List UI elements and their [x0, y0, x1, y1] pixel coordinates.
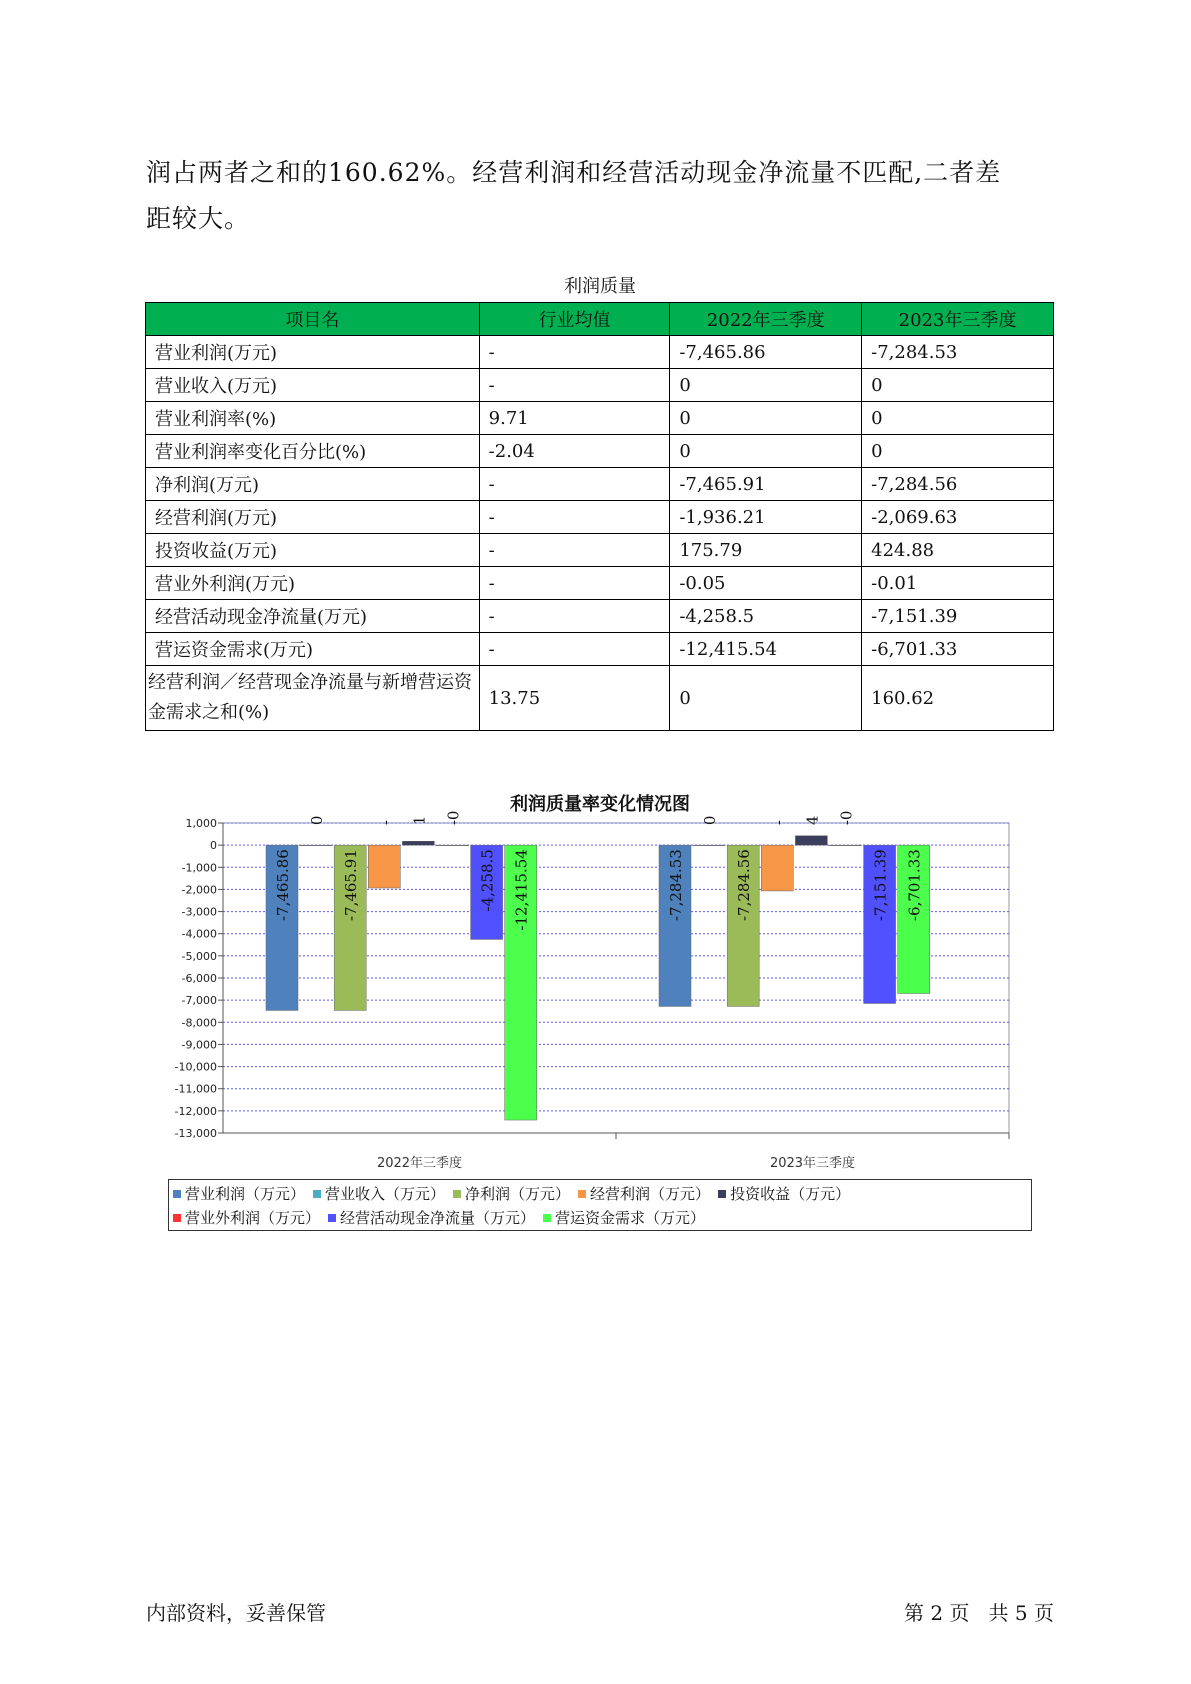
table-cell: -7,151.39 — [862, 600, 1054, 633]
legend-item — [313, 1182, 445, 1206]
table-cell: 营业利润率变化百分比(%) — [146, 435, 480, 468]
table-cell: 0 — [670, 666, 862, 731]
legend-item — [328, 1206, 535, 1230]
data-label: 0 — [701, 815, 720, 826]
legend-label: 净利润（万元） — [465, 1185, 571, 1203]
y-tick-label: -13,000 — [174, 1127, 217, 1140]
bar — [693, 845, 725, 846]
x-category-label: 2022年三季度 — [376, 1156, 463, 1171]
header-industry-avg: 行业均值 — [479, 303, 670, 336]
table-cell: 0 — [670, 369, 862, 402]
data-label: -7,465.86 — [274, 849, 292, 922]
table-cell: -0.05 — [670, 567, 862, 600]
table-cell: -7,465.91 — [670, 468, 862, 501]
data-label: -7,284.53 — [667, 849, 685, 922]
table-cell: - — [479, 633, 670, 666]
legend-item — [718, 1182, 850, 1206]
table-cell: - — [479, 468, 670, 501]
table-cell: 经营利润(万元) — [146, 501, 480, 534]
legend-item — [543, 1206, 705, 1230]
footer-confidential: 内部资料，妥善保管 — [146, 1601, 326, 1625]
table-cell: 投资收益(万元) — [146, 534, 480, 567]
data-label: - — [376, 820, 395, 826]
legend-swatch — [718, 1190, 726, 1198]
legend-item — [173, 1206, 320, 1230]
y-tick-label: -11,000 — [174, 1082, 217, 1096]
total-prefix: 共 — [988, 1601, 1009, 1625]
data-label: - — [769, 820, 788, 826]
table-cell: -12,415.54 — [670, 633, 862, 666]
y-tick-label: -3,000 — [181, 905, 217, 919]
legend-swatch — [543, 1214, 551, 1222]
table-cell: -7,465.86 — [670, 336, 862, 369]
y-tick-label: 1,000 — [185, 817, 217, 830]
legend-swatch — [578, 1190, 586, 1198]
legend-swatch — [173, 1190, 181, 1198]
legend-swatch — [173, 1214, 181, 1222]
data-label: -6,701.33 — [905, 849, 924, 922]
table-cell: 营业外利润(万元) — [146, 567, 480, 600]
table-cell: 净利润(万元) — [146, 468, 480, 501]
legend-item — [173, 1182, 305, 1206]
table-cell: -1,936.21 — [670, 501, 862, 534]
data-label: -7,465.91 — [342, 849, 361, 922]
page-current: 2 — [930, 1601, 944, 1625]
bar — [368, 845, 400, 888]
data-label: 0 — [308, 815, 327, 826]
table-caption: 利润质量 — [564, 276, 636, 297]
y-tick-label: -10,000 — [174, 1060, 217, 1074]
page-mid: 页 — [949, 1601, 970, 1625]
header-2023q3: 2023年三季度 — [862, 303, 1054, 336]
y-tick-label: -8,000 — [181, 1016, 217, 1030]
table-cell: 经营利润／经营现金净流量与新增营运资金需求之和(%) — [146, 666, 480, 731]
header-2022q3: 2022年三季度 — [670, 303, 862, 336]
bar — [402, 841, 434, 845]
paragraph-line-1: 润占两者之和的160.62%。经营利润和经营活动现金净流量不匹配,二者差 — [146, 158, 1002, 187]
y-tick-label: 0 — [210, 839, 217, 853]
y-tick-label: -5,000 — [181, 949, 217, 963]
chart-legend — [168, 1179, 1032, 1231]
legend-label: 经营活动现金净流量（万元） — [340, 1209, 536, 1227]
table-cell: 0 — [862, 369, 1054, 402]
table-cell: 160.62 — [862, 666, 1054, 731]
table-cell: - — [479, 567, 670, 600]
table-cell: -7,284.53 — [862, 336, 1054, 369]
table-cell: - — [479, 501, 670, 534]
legend-swatch — [313, 1190, 321, 1198]
legend-swatch — [453, 1190, 461, 1198]
paragraph-line-2: 距较大。 — [146, 204, 251, 233]
data-label: 4 — [803, 815, 822, 826]
data-label: -0 — [444, 810, 463, 826]
footer-page-number — [904, 1597, 1054, 1626]
y-tick-label: -9,000 — [181, 1038, 217, 1052]
table-cell: -0.01 — [862, 567, 1054, 600]
legend-label: 经营利润（万元） — [590, 1185, 711, 1203]
bar — [300, 845, 332, 846]
bar — [437, 845, 469, 846]
table-cell: 经营活动现金净流量(万元) — [146, 600, 480, 633]
table-cell: -4,258.5 — [670, 600, 862, 633]
table-cell: 0 — [670, 402, 862, 435]
table-cell: 营业收入(万元) — [146, 369, 480, 402]
legend-item — [453, 1182, 570, 1206]
y-tick-label: -2,000 — [181, 883, 217, 897]
y-tick-label: -6,000 — [181, 972, 217, 985]
y-tick-label: -1,000 — [181, 861, 217, 875]
data-label: -7,284.56 — [735, 849, 754, 922]
data-label: 1 — [410, 815, 429, 826]
data-label: -12,415.54 — [512, 849, 531, 931]
bar — [795, 836, 827, 845]
legend-item — [578, 1182, 710, 1206]
bar — [761, 845, 793, 891]
table-cell: 9.71 — [479, 402, 670, 435]
page-prefix: 第 — [904, 1601, 925, 1625]
table-cell: 0 — [862, 402, 1054, 435]
table-cell: - — [479, 534, 670, 567]
page-total: 5 — [1014, 1601, 1028, 1625]
table-cell: -2.04 — [479, 435, 670, 468]
table-cell: - — [479, 600, 670, 633]
table-cell: - — [479, 369, 670, 402]
bar — [830, 845, 862, 846]
legend-label: 营业收入（万元） — [325, 1185, 446, 1203]
table-cell: 营业利润率(%) — [146, 402, 480, 435]
data-label: -7,151.39 — [871, 849, 890, 922]
x-category-label: 2023年三季度 — [769, 1156, 856, 1171]
table-cell: 0 — [862, 435, 1054, 468]
y-tick-label: -4,000 — [181, 927, 217, 941]
table-cell: 424.88 — [862, 534, 1054, 567]
table-cell: - — [479, 336, 670, 369]
y-tick-label: -12,000 — [174, 1104, 217, 1118]
header-item-name: 项目名 — [146, 303, 480, 336]
legend-swatch — [328, 1214, 336, 1222]
legend-label: 营业利润（万元） — [185, 1185, 306, 1203]
table-cell: -6,701.33 — [862, 633, 1054, 666]
table-cell: 0 — [670, 435, 862, 468]
table-cell: 13.75 — [479, 666, 670, 731]
y-tick-label: -7,000 — [181, 994, 217, 1008]
table-cell: 营运资金需求(万元) — [146, 633, 480, 666]
legend-label: 营运资金需求（万元） — [555, 1209, 706, 1227]
total-suffix: 页 — [1034, 1601, 1054, 1625]
table-cell: -2,069.63 — [862, 501, 1054, 534]
table-cell: 175.79 — [670, 534, 862, 567]
table-cell: 营业利润(万元) — [146, 336, 480, 369]
data-label: -4,258.5 — [478, 849, 497, 912]
data-label: -0 — [837, 810, 856, 826]
chart-title: 利润质量率变化情况图 — [510, 794, 690, 815]
legend-label: 营业外利润（万元） — [185, 1209, 321, 1227]
table-cell: -7,284.56 — [862, 468, 1054, 501]
legend-label: 投资收益（万元） — [730, 1185, 851, 1203]
